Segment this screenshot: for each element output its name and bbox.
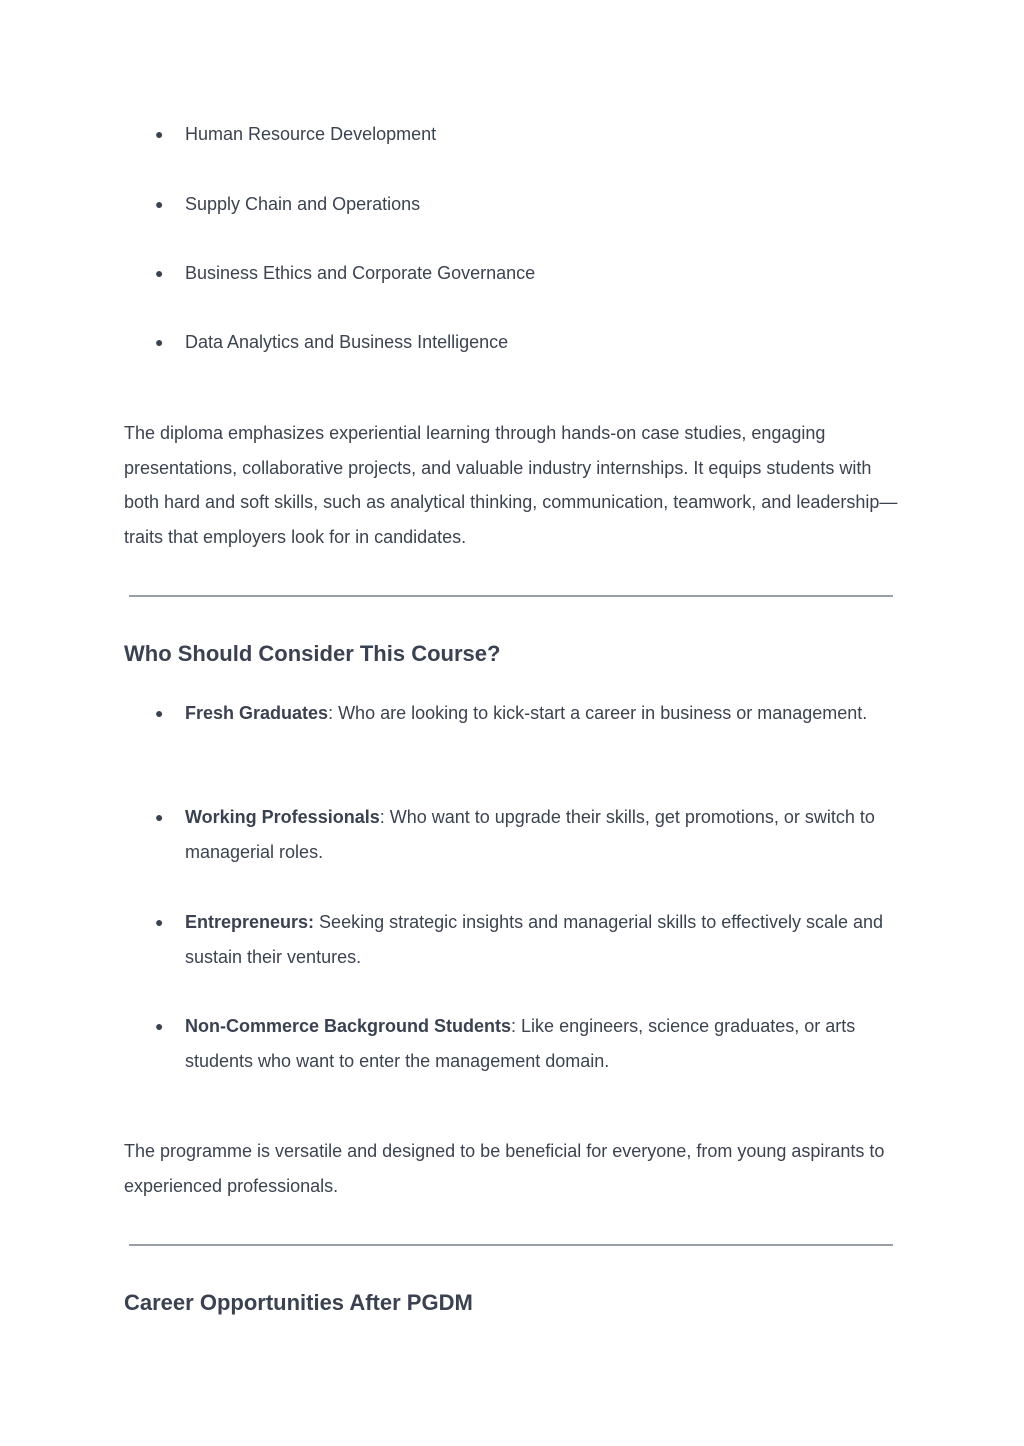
list-item-text: Supply Chain and Operations bbox=[185, 194, 421, 214]
list-item-text: : Who want to upgrade their skills, get promotions, or switch to managerial roles. bbox=[185, 807, 875, 862]
career-opportunities-heading: Career Opportunities After PGDM bbox=[124, 1290, 473, 1315]
list-item-text: Business Ethics and Corporate Governance bbox=[185, 263, 536, 283]
list-item bbox=[155, 325, 900, 360]
bullet-icon: ● bbox=[155, 705, 164, 721]
bullet-icon: ● bbox=[155, 265, 164, 281]
bullet-icon: ● bbox=[155, 914, 164, 930]
list-item-text: Seeking strategic insights and managerial skills to effectively scale and sustain their ventures. bbox=[185, 912, 884, 967]
list-item-text: : Who are looking to kick-start a career in business or management. bbox=[328, 703, 868, 723]
list-item-text: : Like engineers, science graduates, or arts students who want to enter the management domain. bbox=[185, 1016, 856, 1071]
section-divider bbox=[129, 595, 893, 597]
bullet-icon: ● bbox=[155, 334, 164, 350]
list-item-term: Working Professionals bbox=[185, 807, 380, 827]
section-divider bbox=[129, 1244, 893, 1246]
list-item-term: Entrepreneurs: bbox=[185, 912, 315, 932]
diploma-paragraph: The diploma emphasizes experiential learning through hands-on case studies, engaging presentations, collaborative projects, and valuable industry internships. It equips students with both hard and soft skills, such as analytical thinking, communication, teamwork, and leadership—traits that employers look for in candidates. bbox=[124, 423, 898, 547]
bullet-icon: ● bbox=[155, 809, 164, 825]
list-item-term: Fresh Graduates bbox=[185, 703, 329, 723]
list-item bbox=[155, 187, 900, 222]
list-item bbox=[155, 256, 900, 291]
bullet-icon: ● bbox=[155, 1018, 164, 1034]
list-item bbox=[155, 696, 900, 731]
list-item-term: Non-Commerce Background Students bbox=[185, 1016, 512, 1036]
list-item bbox=[155, 117, 900, 152]
list-item bbox=[155, 1009, 900, 1078]
list-item bbox=[155, 905, 900, 974]
bullet-icon: ● bbox=[155, 196, 164, 212]
list-item-text: Data Analytics and Business Intelligence bbox=[185, 332, 509, 352]
list-item bbox=[155, 800, 900, 869]
bullet-icon: ● bbox=[155, 126, 164, 142]
who-should-consider-heading: Who Should Consider This Course? bbox=[124, 641, 501, 666]
list-item-text: Human Resource Development bbox=[185, 124, 437, 144]
programme-paragraph: The programme is versatile and designed to be beneficial for everyone, from young aspirants to experienced professionals. bbox=[124, 1141, 885, 1196]
